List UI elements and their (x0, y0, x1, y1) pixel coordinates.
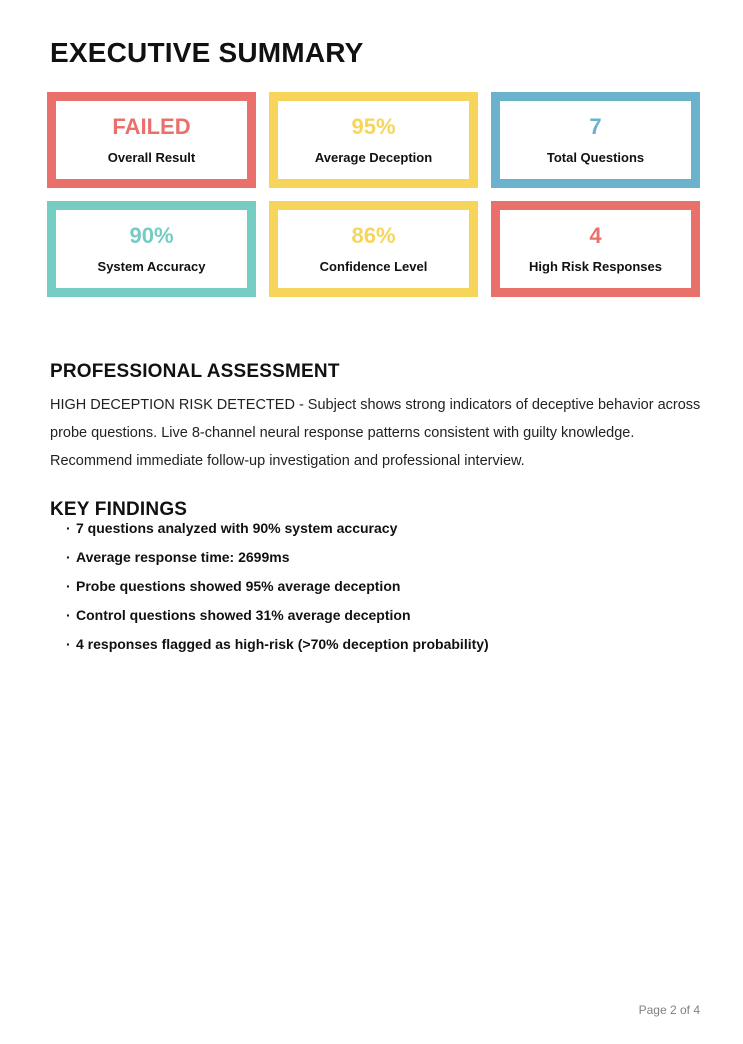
page-title: EXECUTIVE SUMMARY (50, 36, 364, 68)
finding-text: Control questions showed 31% average deception (76, 607, 411, 623)
bullet-dot-icon (66, 636, 76, 652)
assessment-body-text: HIGH DECEPTION RISK DETECTED - Subject shows strong indicators of deceptive behavior across probe questions. Live 8-channel neural response patterns consistent with guilty knowledge. Recommend immediate follow-up investigation and professional interview. (50, 396, 701, 469)
finding-text: 4 responses flagged as high-risk (>70% deception probability) (76, 636, 489, 652)
bullet-dot-icon (66, 520, 76, 536)
metric-card (491, 201, 700, 297)
finding-item (66, 636, 686, 652)
metric-label: Overall Result (107, 150, 196, 165)
metric-card (47, 92, 256, 188)
metric-value: 7 (589, 114, 602, 139)
findings-list (66, 520, 686, 665)
metric-label: High Risk Responses (529, 259, 662, 274)
bullet-dot-icon (66, 578, 76, 594)
metric-label: Average Deception (314, 150, 433, 165)
page-number: Page 2 of 4 (638, 1003, 700, 1017)
metric-label: System Accuracy (97, 259, 206, 274)
finding-text: Probe questions showed 95% average deception (76, 578, 401, 594)
metric-value: 4 (589, 223, 602, 248)
metric-card (269, 92, 478, 188)
metric-card (47, 201, 256, 297)
finding-item (66, 578, 686, 594)
findings-section-heading: KEY FINDINGS (50, 498, 188, 520)
bullet-dot-icon (66, 607, 76, 623)
metric-card (491, 92, 700, 188)
finding-item (66, 549, 686, 565)
metric-value: FAILED (112, 114, 191, 139)
metric-card-grid (47, 92, 700, 297)
finding-text: Average response time: 2699ms (76, 549, 290, 565)
finding-item (66, 520, 686, 536)
metric-value: 95% (351, 114, 396, 139)
finding-item (66, 607, 686, 623)
metric-label: Confidence Level (319, 259, 428, 274)
bullet-dot-icon (66, 549, 76, 565)
metric-card (269, 201, 478, 297)
finding-text: 7 questions analyzed with 90% system accuracy (76, 520, 398, 536)
metric-label: Total Questions (546, 150, 645, 165)
assessment-section-heading: PROFESSIONAL ASSESSMENT (50, 360, 340, 382)
metric-value: 86% (351, 223, 396, 248)
metric-value: 90% (129, 223, 174, 248)
